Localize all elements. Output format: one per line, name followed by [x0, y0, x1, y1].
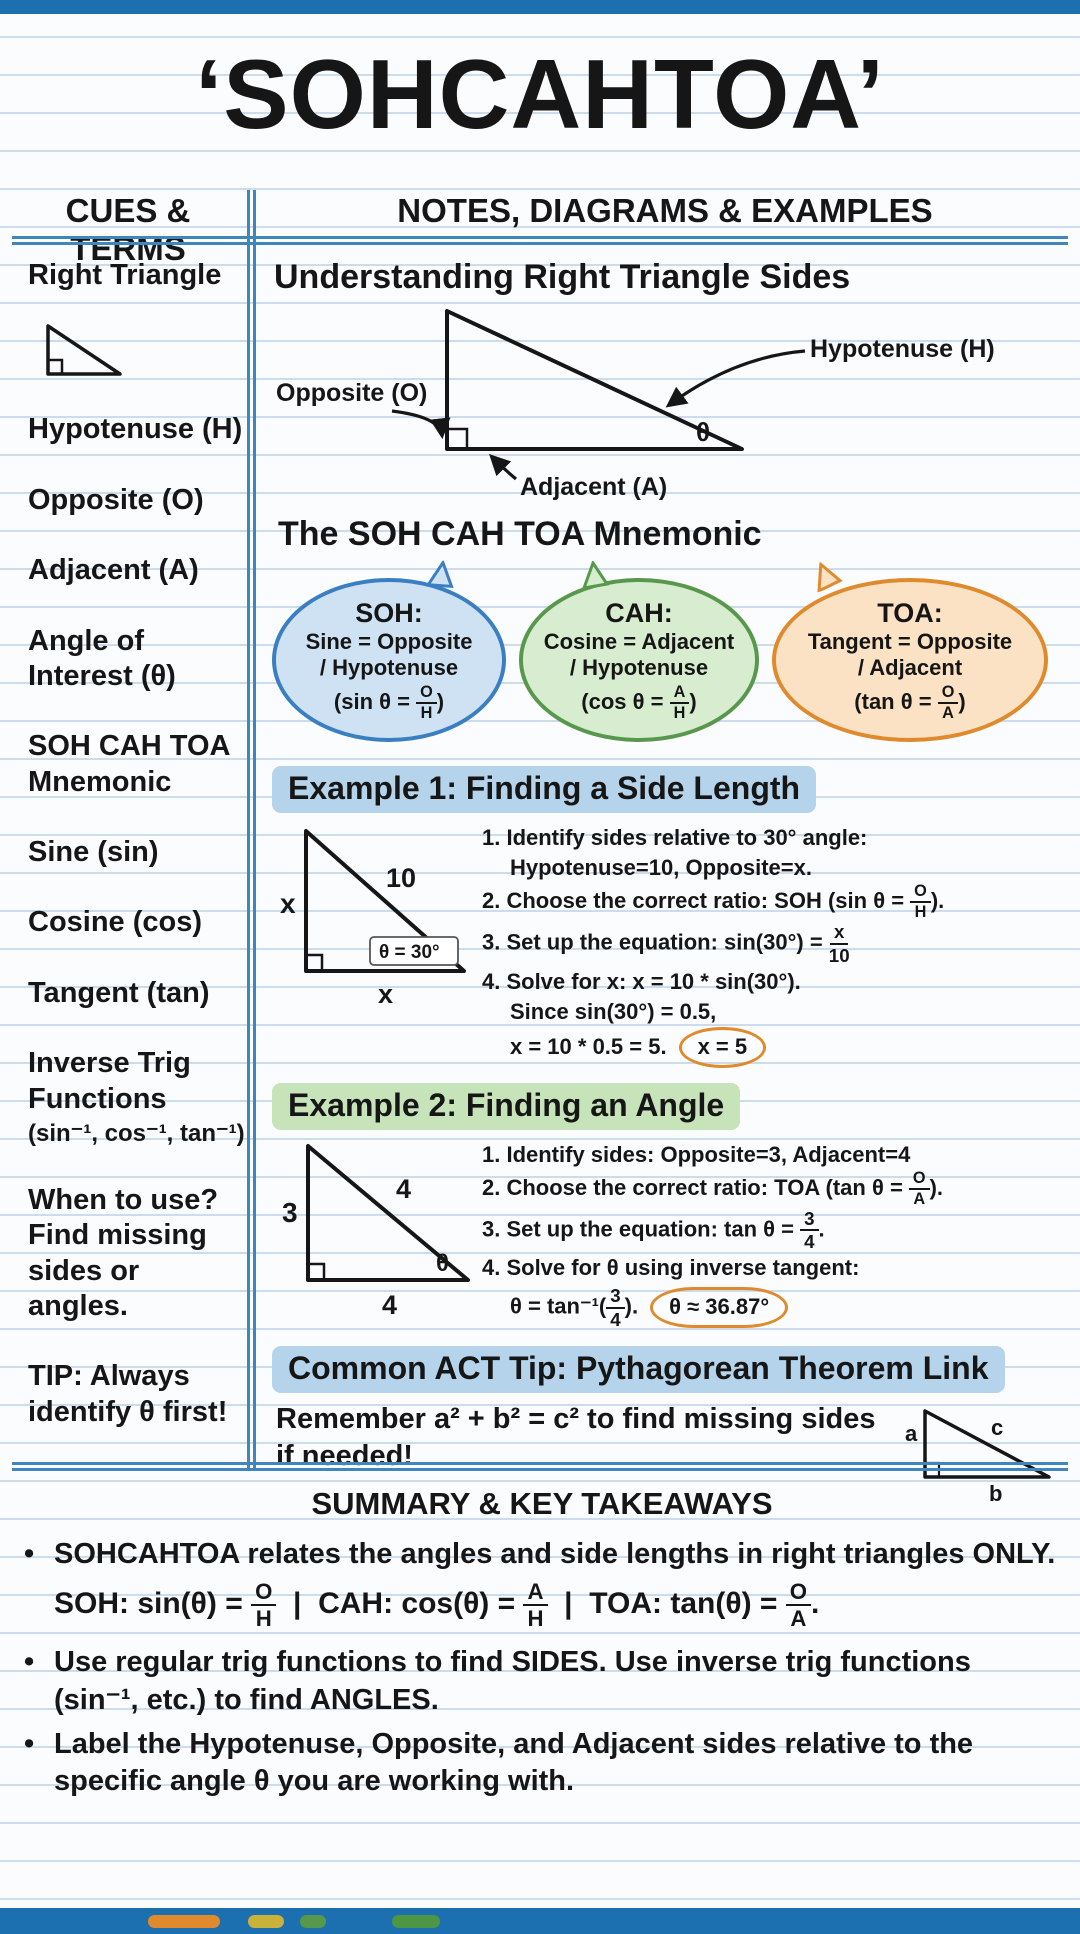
example-step: 2. Choose the correct ratio: SOH (sin θ = $\frac{O}{H}$ ). [482, 882, 945, 922]
summary-bullet-text: Label the Hypotenuse, Opposite, and Adjacent sides relative to the specific angle θ you are working with. [54, 1727, 974, 1798]
cue-item: When to use? Find missing sides or angles. [28, 1183, 219, 1322]
act-tip-body: Remember a² + b² = c² to find missing sides if needed! [276, 1403, 876, 1473]
example2-section [272, 1138, 1064, 1331]
side-label-a: a [905, 1421, 918, 1447]
bottom-bar-mark-green [300, 1915, 326, 1928]
summary-divider-line [12, 1462, 1068, 1471]
right-triangle-icon [38, 320, 130, 382]
cah-bubble [519, 578, 759, 742]
cue-sub-item: (sin⁻¹, cos⁻¹, tan⁻¹) [28, 1119, 245, 1147]
adjacent-arrow [492, 457, 516, 479]
opposite-arrow [392, 411, 442, 435]
header-divider-line [12, 236, 1068, 245]
cue-item: SOH CAH TOA Mnemonic [28, 730, 230, 798]
mnemonic-bubbles [272, 578, 1064, 742]
bottom-bar-mark-darkgreen [392, 1915, 440, 1928]
section-heading-triangle-sides: Understanding Right Triangle Sides [274, 258, 851, 296]
summary-formulas: SOH: sin(θ) = $\frac{O}{H}$ | CAH: cos(θ) = $\frac{A}{H}$ | TOA: tan(θ) = $\frac{O}{A}$ . [54, 1578, 820, 1631]
side-label-hypotenuse: 4 [396, 1173, 412, 1204]
summary-section [24, 1486, 1060, 1807]
notes-column [272, 258, 1064, 1505]
cue-item: Sine (sin) [28, 836, 159, 868]
cues-column-header: CUES & TERMS [65, 192, 191, 267]
summary-bullet [24, 1536, 1060, 1574]
bubble-formula: (tan θ = $\frac{O}{A}$ ) [854, 682, 966, 722]
example2-heading: Example 2: Finding an Angle [272, 1083, 1064, 1130]
angle-label: θ = 30° [379, 942, 440, 963]
hypotenuse-label: Hypotenuse (H) [810, 335, 995, 363]
bubble-title: TOA: [877, 597, 943, 628]
notes-column-header: NOTES, DIAGRAMS & EXAMPLES [397, 192, 933, 229]
side-label-left: 3 [282, 1196, 298, 1228]
cue-item: Tangent (tan) [28, 976, 210, 1009]
summary-heading: SUMMARY & KEY TAKEAWAYS [311, 1486, 773, 1521]
bubble-line: / Hypotenuse [569, 654, 709, 680]
example2-triangle-diagram [272, 1138, 472, 1320]
bottom-bar [0, 1908, 1080, 1934]
bubble-tail [809, 557, 846, 592]
bullet-glyph: • [24, 1727, 35, 1760]
soh-bubble [272, 578, 506, 742]
side-label-b: b [989, 1481, 1003, 1506]
opposite-label: Opposite (O) [276, 379, 428, 407]
example-step: 1. Identify sides relative to 30° angle: [482, 825, 868, 850]
side-label-c: c [991, 1415, 1004, 1441]
triangle-sides-diagram [272, 303, 1052, 501]
side-label-base: 4 [382, 1289, 398, 1320]
example1-steps [482, 821, 1064, 1069]
example1-section [272, 821, 1064, 1069]
example-step: 4. Solve for x: x = 10 * sin(30°). [482, 968, 801, 994]
side-label-left: x [280, 888, 296, 919]
example2-answer: θ ≈ 36.87° [650, 1287, 788, 1328]
example-step: Hypotenuse=10, Opposite=x. [510, 855, 812, 881]
cue-item: Adjacent (A) [28, 554, 199, 587]
cue-item: Right Triangle [28, 259, 222, 291]
bubble-line: / Hypotenuse [319, 654, 459, 680]
toa-bubble [772, 578, 1048, 742]
bubble-line: / Adjacent [857, 654, 963, 680]
bubble-line: Cosine = Adjacent [543, 628, 735, 654]
summary-bullet [24, 1726, 1060, 1801]
column-divider-line [247, 190, 256, 1471]
example1-answer: x = 5 [679, 1027, 767, 1068]
act-tip-heading: Common ACT Tip: Pythagorean Theorem Link [272, 1346, 1064, 1393]
bubble-title: SOH: [355, 597, 423, 628]
example-step: 3. Set up the equation: tan θ = $\frac{3}{4}$ . [482, 1207, 825, 1253]
cue-item: TIP: Always identify θ first! [28, 1360, 228, 1428]
cue-item: Hypotenuse (H) [28, 413, 243, 446]
bubble-line: Sine = Opposite [305, 628, 473, 654]
cue-item: Angle of Interest (θ) [28, 624, 176, 692]
bottom-bar-mark-yellow [248, 1915, 284, 1928]
page-title: ‘SOHCAHTOA’ [195, 39, 885, 149]
example-step: 4. Solve for θ using inverse tangent: [482, 1255, 860, 1281]
bubble-tail [581, 561, 611, 589]
bottom-bar-mark-orange [148, 1915, 220, 1928]
angle-label: θ [436, 1249, 449, 1277]
summary-bullet-text: SOHCAHTOA relates the angles and side lengths in right triangles ONLY. [54, 1538, 1056, 1570]
bubble-formula: (cos θ = $\frac{A}{H}$ ) [581, 682, 697, 722]
example-step: θ = tan⁻¹( $\frac{3}{4}$ ). θ ≈ 36.87° [482, 1286, 1064, 1329]
bubble-line: Tangent = Opposite [807, 628, 1013, 654]
section-heading-mnemonic: The SOH CAH TOA Mnemonic [278, 515, 762, 553]
cue-item: Inverse Trig Functions [28, 1047, 191, 1115]
bullet-glyph: • [24, 1646, 35, 1679]
bubble-tail [425, 558, 461, 592]
summary-bullet-text: Use regular trig functions to find SIDES. Use inverse trig functions (sin⁻¹, etc.) to find ANGLES. [54, 1646, 971, 1716]
cue-item: Opposite (O) [28, 483, 204, 516]
adjacent-label: Adjacent (A) [520, 473, 668, 501]
summary-bullet [24, 1644, 1060, 1719]
side-label-hypotenuse: 10 [386, 863, 417, 893]
example1-heading: Example 1: Finding a Side Length [272, 766, 1064, 813]
example-step: 3. Set up the equation: sin(30°) = $\frac{x}{10}$ [482, 921, 850, 966]
top-bar [0, 0, 1080, 14]
example1-triangle-diagram [272, 821, 472, 1011]
example-step: 2. Choose the correct ratio: TOA (tan θ = $\frac{O}{A}$ ). [482, 1168, 944, 1208]
hypotenuse-arrow [669, 351, 805, 405]
bullet-glyph: • [24, 1538, 35, 1570]
example-step: Since sin(30°) = 0.5, [510, 998, 717, 1024]
example2-steps [482, 1138, 1064, 1331]
theta-label: θ [696, 417, 711, 447]
side-label-base: x [378, 979, 394, 1009]
cue-item: Cosine (cos) [28, 906, 203, 939]
example-step: 1. Identify sides: Opposite=3, Adjacent=4 [482, 1141, 911, 1167]
example-step: x = 10 * 0.5 = 5. x = 5 [482, 1027, 1064, 1068]
bubble-title: CAH: [605, 597, 673, 628]
bubble-formula: (sin θ = $\frac{O}{H}$ ) [333, 682, 445, 722]
cues-column [28, 258, 244, 1465]
